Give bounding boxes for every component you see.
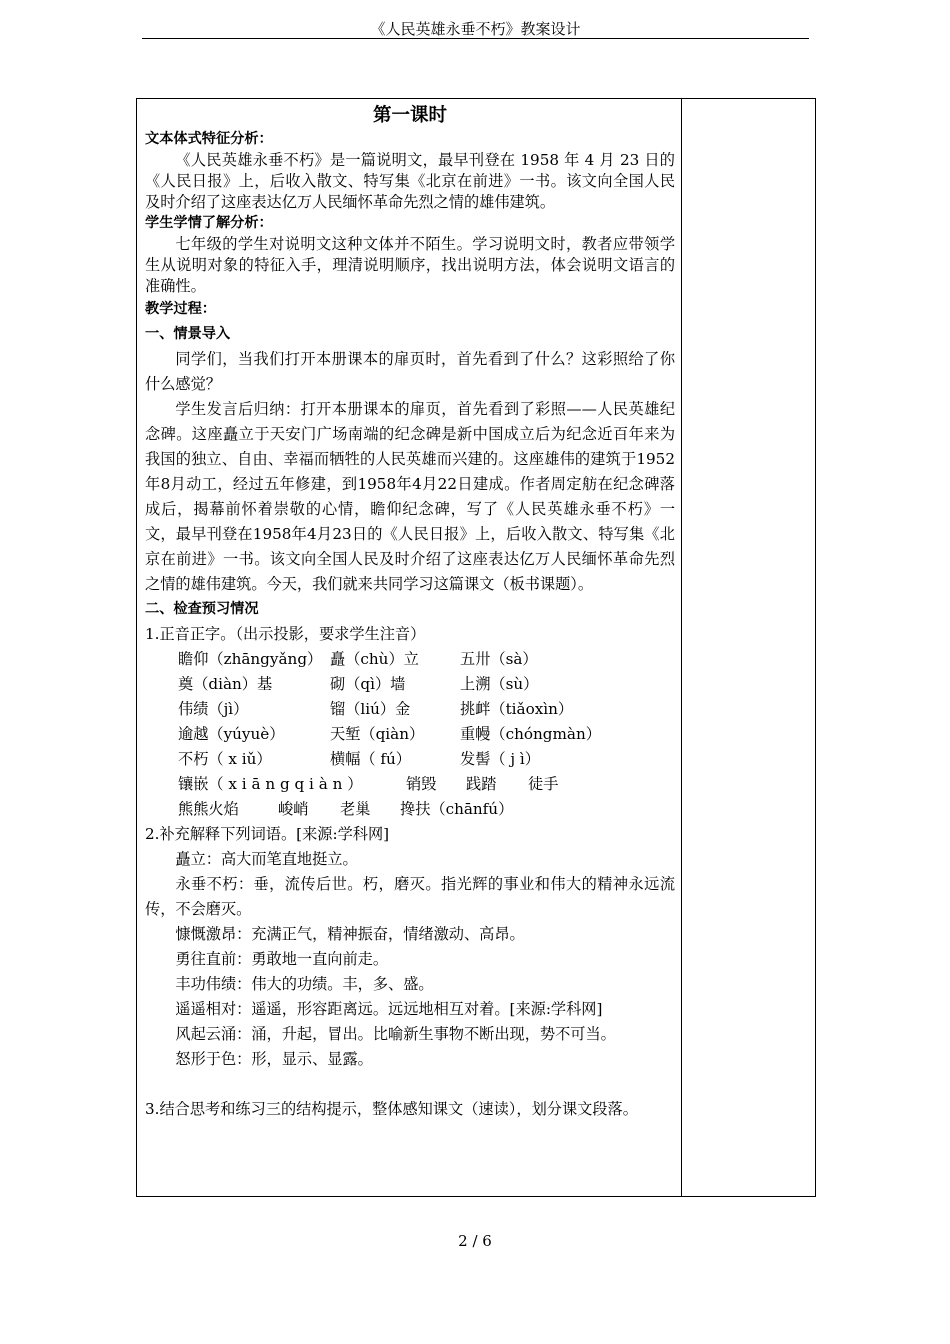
pronunciation-row (145, 697, 675, 722)
pronunciation-word: 逾越（yúyuè） (178, 725, 285, 743)
pronunciation-row (145, 647, 675, 672)
pronunciation-word: 瞻仰（zhāngyǎng） (178, 650, 323, 668)
definition-item: 丰功伟绩：伟大的功绩。丰，多、盛。 (175, 975, 434, 993)
section1-paragraph-1: 同学们，当我们打开本册课本的扉页时，首先看到了什么？这彩照给了你什么感觉？ (145, 350, 675, 393)
pronunciation-word: 发髻（ j ì） (460, 750, 540, 768)
pronunciation-word: 上溯（sù） (460, 675, 539, 693)
pronunciation-word: 伟绩（jì） (178, 700, 249, 718)
pronunciation-word: 重幔（chóngmàn） (460, 725, 601, 743)
definition-item: 永垂不朽：垂，流传后世。朽，磨灭。指光辉的事业和伟大的精神永远流传，不会磨灭。 (145, 875, 675, 918)
pronunciation-word: 挑衅（tiǎoxìn） (460, 700, 574, 718)
blank-line (145, 1072, 675, 1097)
pronunciation-word: 销毁 (406, 775, 437, 793)
definition-item: 矗立：高大而笔直地挺立。 (175, 850, 358, 868)
page-number: 2 / 6 (458, 1232, 492, 1250)
header-rule (142, 38, 809, 39)
process-heading: 教学过程： (145, 301, 216, 317)
pronunciation-word: 熊熊火焰 (178, 800, 239, 818)
item-1: 1.正音正字。（出示投影，要求学生注音） (145, 625, 426, 643)
student-analysis-heading: 学生学情了解分析： (145, 215, 273, 231)
pronunciation-word (620, 647, 720, 672)
pronunciation-row (145, 722, 675, 747)
pronunciation-word: 峻峭 (278, 800, 309, 818)
pronunciation-word: 镏（liú）金 (330, 700, 411, 718)
item-2: 2.补充解释下列词语。[来源:学科网] (145, 825, 390, 843)
pronunciation-word (620, 697, 720, 722)
pronunciation-list (145, 647, 675, 822)
pronunciation-word: 横幅（ fú） (330, 750, 411, 768)
pronunciation-word: 镶嵌（ x i ā n g q i à n ） (178, 775, 363, 793)
definition-item: 风起云涌：涌，升起，冒出。比喻新生事物不断出现，势不可当。 (175, 1025, 616, 1043)
pronunciation-word: 五卅（sà） (460, 650, 538, 668)
lesson-title: 第一课时 (372, 105, 447, 126)
lesson-table (136, 98, 816, 1197)
text-analysis-heading: 文本体式特征分析： (145, 131, 273, 147)
pronunciation-word: 砌（qì）墙 (330, 675, 406, 693)
lesson-content (145, 103, 675, 1122)
pronunciation-row (145, 672, 675, 697)
pronunciation-word: 不朽（ x iǔ） (178, 750, 272, 768)
student-analysis-paragraph: 七年级的学生对说明文这种文体并不陌生。学习说明文时，教者应带领学生从说明对象的特征入手，理清说明顺序，找出说明方法，体会说明文语言的准确性。 (145, 235, 675, 295)
section1-paragraph-2: 学生发言后归纳：打开本册课本的扉页，首先看到了彩照——人民英雄纪念碑。这座矗立于天安门广场南端的纪念碑是新中国成立后为纪念近百年来为我国的独立、自由、幸福而牺牲的人民英雄而兴建的。这座雄伟的建筑于1952年8月动工，经过五年修建，到1958年4月22日建成。作者周定舫在纪念碑落成后，揭幕前怀着崇敬的心情，瞻仰纪念碑，写了《人民英雄永垂不朽》一文，最早刊登在1958年4月23日的《人民日报》上，后收入散文、特写集《北京在前进》一书。该文向全国人民及时介绍了这座表达亿万人民缅怀革命先烈之情的雄伟建筑。今天，我们就来共同学习这篇课文（板书课题）。 (145, 400, 675, 593)
pronunciation-word: 矗（chù）立 (330, 650, 419, 668)
pronunciation-word: 搀扶（chānfú） (400, 800, 514, 818)
pronunciation-word (620, 747, 720, 772)
pronunciation-word: 老巢 (340, 800, 371, 818)
section1-heading: 一、情景导入 (145, 326, 231, 342)
definition-item: 慷慨激昂：充满正气，精神振奋，情绪激动、高昂。 (175, 925, 525, 943)
definition-item: 遥遥相对：遥遥，形容距离远。远远地相互对着。[来源:学科网] (175, 1000, 603, 1018)
item-3: 3.结合思考和练习三的结构提示，整体感知课文（速读），划分课文段落。 (145, 1100, 638, 1118)
definition-item: 勇往直前：勇敢地一直向前走。 (175, 950, 389, 968)
page-header-title: 《人民英雄永垂不朽》教案设计 (370, 20, 581, 38)
pronunciation-word: 天堑（qiàn） (330, 725, 425, 743)
pronunciation-word (620, 672, 720, 697)
pronunciation-row (145, 747, 675, 772)
pronunciation-row (145, 797, 675, 822)
pronunciation-word: 徒手 (528, 775, 559, 793)
pronunciation-row (145, 772, 675, 797)
definition-item: 怒形于色：形，显示、显露。 (175, 1050, 373, 1068)
text-analysis-paragraph: 《人民英雄永垂不朽》是一篇说明文，最早刊登在 1958 年 4 月 23 日的《人民日报》上，后收入散文、特写集《北京在前进》一书。该文向全国人民及时介绍了这座表达亿万人民缅怀革命先烈之情的雄伟建筑。 (145, 151, 675, 211)
pronunciation-word: 践踏 (466, 775, 497, 793)
section2-heading: 二、检查预习情况 (145, 601, 259, 617)
pronunciation-word: 奠（diàn）基 (178, 675, 273, 693)
pronunciation-word (620, 722, 720, 747)
definition-list (145, 847, 675, 1072)
